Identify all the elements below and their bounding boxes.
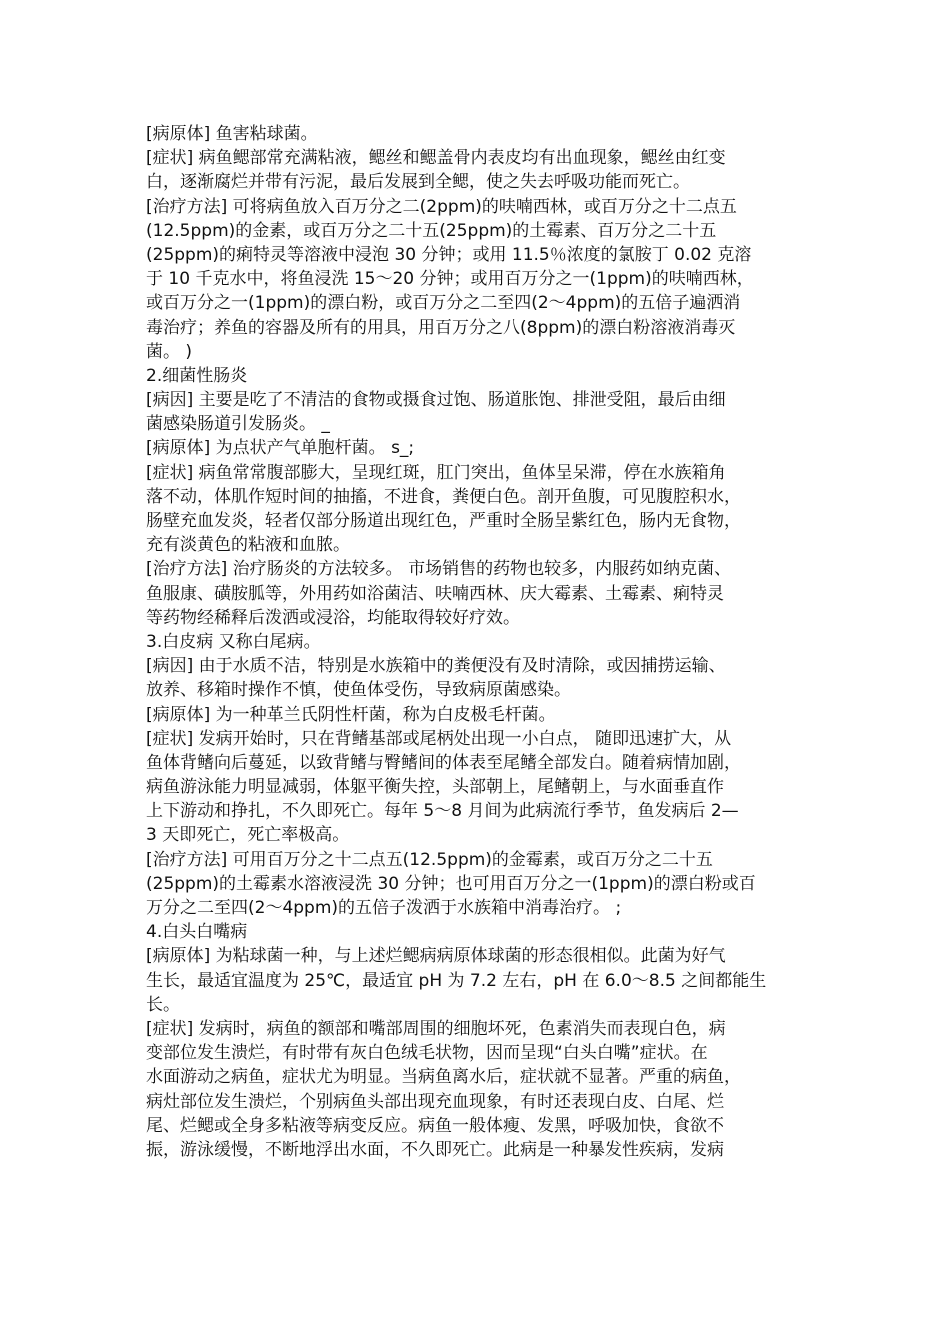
text-line: 生长，最适宜温度为 25℃，最适宜 pH 为 7.2 左右，pH 在 6.0～8.5 之间都能生 — [146, 970, 767, 991]
text-line: 长。 — [146, 994, 180, 1015]
text-line: 白，逐渐腐烂并带有污泥，最后发展到全鳃，使之失去呼吸功能而死亡。 — [146, 172, 690, 193]
text-line: [病原体] 为点状产气单胞杆菌。 s_; — [146, 438, 415, 459]
text-line: 水面游动之病鱼，症状尤为明显。当病鱼离水后，症状就不显著。严重的病鱼， — [146, 1067, 741, 1088]
text-line: 振，游泳缓慢，不断地浮出水面，不久即死亡。此病是一种暴发性疾病，发病 — [146, 1139, 724, 1160]
text-line: (25ppm)的痢特灵等溶液中浸泡 30 分钟；或用 11.5％浓度的氯胺丁 0.02 克溶 — [146, 244, 752, 265]
text-line: 充有淡黄色的粘液和血脓。 — [146, 535, 350, 556]
text-line: 3 天即死亡，死亡率极高。 — [146, 825, 350, 846]
text-line: [病原体] 为粘球菌一种，与上述烂鳃病病原体球菌的形态很相似。此菌为好气 — [146, 946, 726, 967]
text-line: [治疗方法] 可用百万分之十二点五(12.5ppm)的金霉素，或百万分之二十五 — [146, 849, 713, 870]
text-line: 毒治疗；养鱼的容器及所有的用具，用百万分之八(8ppm)的漂白粉溶液消毒灭 — [146, 317, 736, 338]
text-line: [症状] 发病时，病鱼的额部和嘴部周围的细胞坏死，色素消失而表现白色，病 — [146, 1018, 726, 1039]
text-line: 菌。 ) — [146, 341, 193, 362]
text-line: 于 10 千克水中，将鱼浸洗 15～20 分钟；或用百万分之一(1ppm)的呋喃西林， — [146, 269, 754, 290]
section-heading: 3.白皮病 又称白尾病。 — [146, 631, 321, 652]
text-line: 上下游动和挣扎，不久即死亡。每年 5～8 月间为此病流行季节，鱼发病后 2— — [146, 801, 739, 822]
section-heading: 4.白头白嘴病 — [146, 922, 248, 943]
document-body — [146, 122, 814, 1162]
text-line: 病鱼游泳能力明显减弱，体躯平衡失控，头部朝上，尾鳍朝上，与水面垂直作 — [146, 777, 724, 798]
text-line: 等药物经稀释后泼洒或浸浴，均能取得较好疗效。 — [146, 607, 520, 628]
text-line: 尾、烂鳃或全身多粘液等病变反应。病鱼一般体瘦、发黑，呼吸加快，食欲不 — [146, 1115, 724, 1136]
text-line: 病灶部位发生溃烂，个别病鱼头部出现充血现象，有时还表现白皮、白尾、烂 — [146, 1091, 724, 1112]
text-line: [病因] 主要是吃了不清洁的食物或摄食过饱、肠道胀饱、排泄受阻，最后由细 — [146, 390, 726, 411]
text-line: [症状] 病鱼常常腹部膨大，呈现红斑，肛门突出，鱼体呈呆滞，停在水族箱角 — [146, 462, 726, 483]
text-line: [治疗方法] 可将病鱼放入百万分之二(2ppm)的呋喃西林，或百万分之十二点五 — [146, 196, 737, 217]
text-line: 菌感染肠道引发肠炎。 _ — [146, 414, 330, 435]
text-line: 鱼服康、磺胺胍等，外用药如浴菌洁、呋喃西林、庆大霉素、土霉素、痢特灵 — [146, 583, 724, 604]
text-line: [治疗方法] 治疗肠炎的方法较多。 市场销售的药物也较多，内服药如纳克菌、 — [146, 559, 732, 580]
text-line: (12.5ppm)的金素，或百万分之二十五(25ppm)的土霉素、百万分之二十五 — [146, 220, 717, 241]
text-line: [病原体] 鱼害粘球菌。 — [146, 124, 318, 144]
section-heading: 2.细菌性肠炎 — [146, 365, 248, 386]
text-line: [病因] 由于水质不洁，特别是水族箱中的粪便没有及时清除，或因捕捞运输、 — [146, 656, 726, 677]
text-line: 放养、移箱时操作不慎，使鱼体受伤，导致病原菌感染。 — [146, 680, 571, 701]
text-line: 或百万分之一(1ppm)的漂白粉，或百万分之二至四(2～4ppm)的五倍子遍洒消 — [146, 293, 741, 314]
text-line: 落不动，体肌作短时间的抽搐，不进食，粪便白色。剖开鱼腹，可见腹腔积水， — [146, 486, 741, 507]
text-line: 变部位发生溃烂，有时带有灰白色绒毛状物，因而呈现“白头白嘴”症状。在 — [146, 1043, 708, 1064]
text-line: 鱼体背鳍向后蔓延，以致背鳍与臀鳍间的体表至尾鳍全部发白。随着病情加剧， — [146, 752, 741, 773]
text-line: 肠壁充血发炎，轻者仅部分肠道出现红色，严重时全肠呈紫红色，肠内无食物， — [146, 511, 741, 531]
text-line: 万分之二至四(2～4ppm)的五倍子泼洒于水族箱中消毒治疗。 ; — [146, 898, 622, 918]
text-line: [病原体] 为一种革兰氏阴性杆菌，称为白皮极毛杆菌。 — [146, 704, 556, 725]
text-line: [症状] 病鱼鳃部常充满粘液，鳃丝和鳃盖骨内表皮均有出血现象，鳃丝由红变 — [146, 148, 726, 169]
text-line: [症状] 发病开始时，只在背鳍基部或尾柄处出现一小白点， 随即迅速扩大，从 — [146, 728, 732, 749]
text-line: (25ppm)的土霉素水溶液浸洗 30 分钟；也可用百万分之一(1ppm)的漂白粉或百 — [146, 873, 756, 894]
